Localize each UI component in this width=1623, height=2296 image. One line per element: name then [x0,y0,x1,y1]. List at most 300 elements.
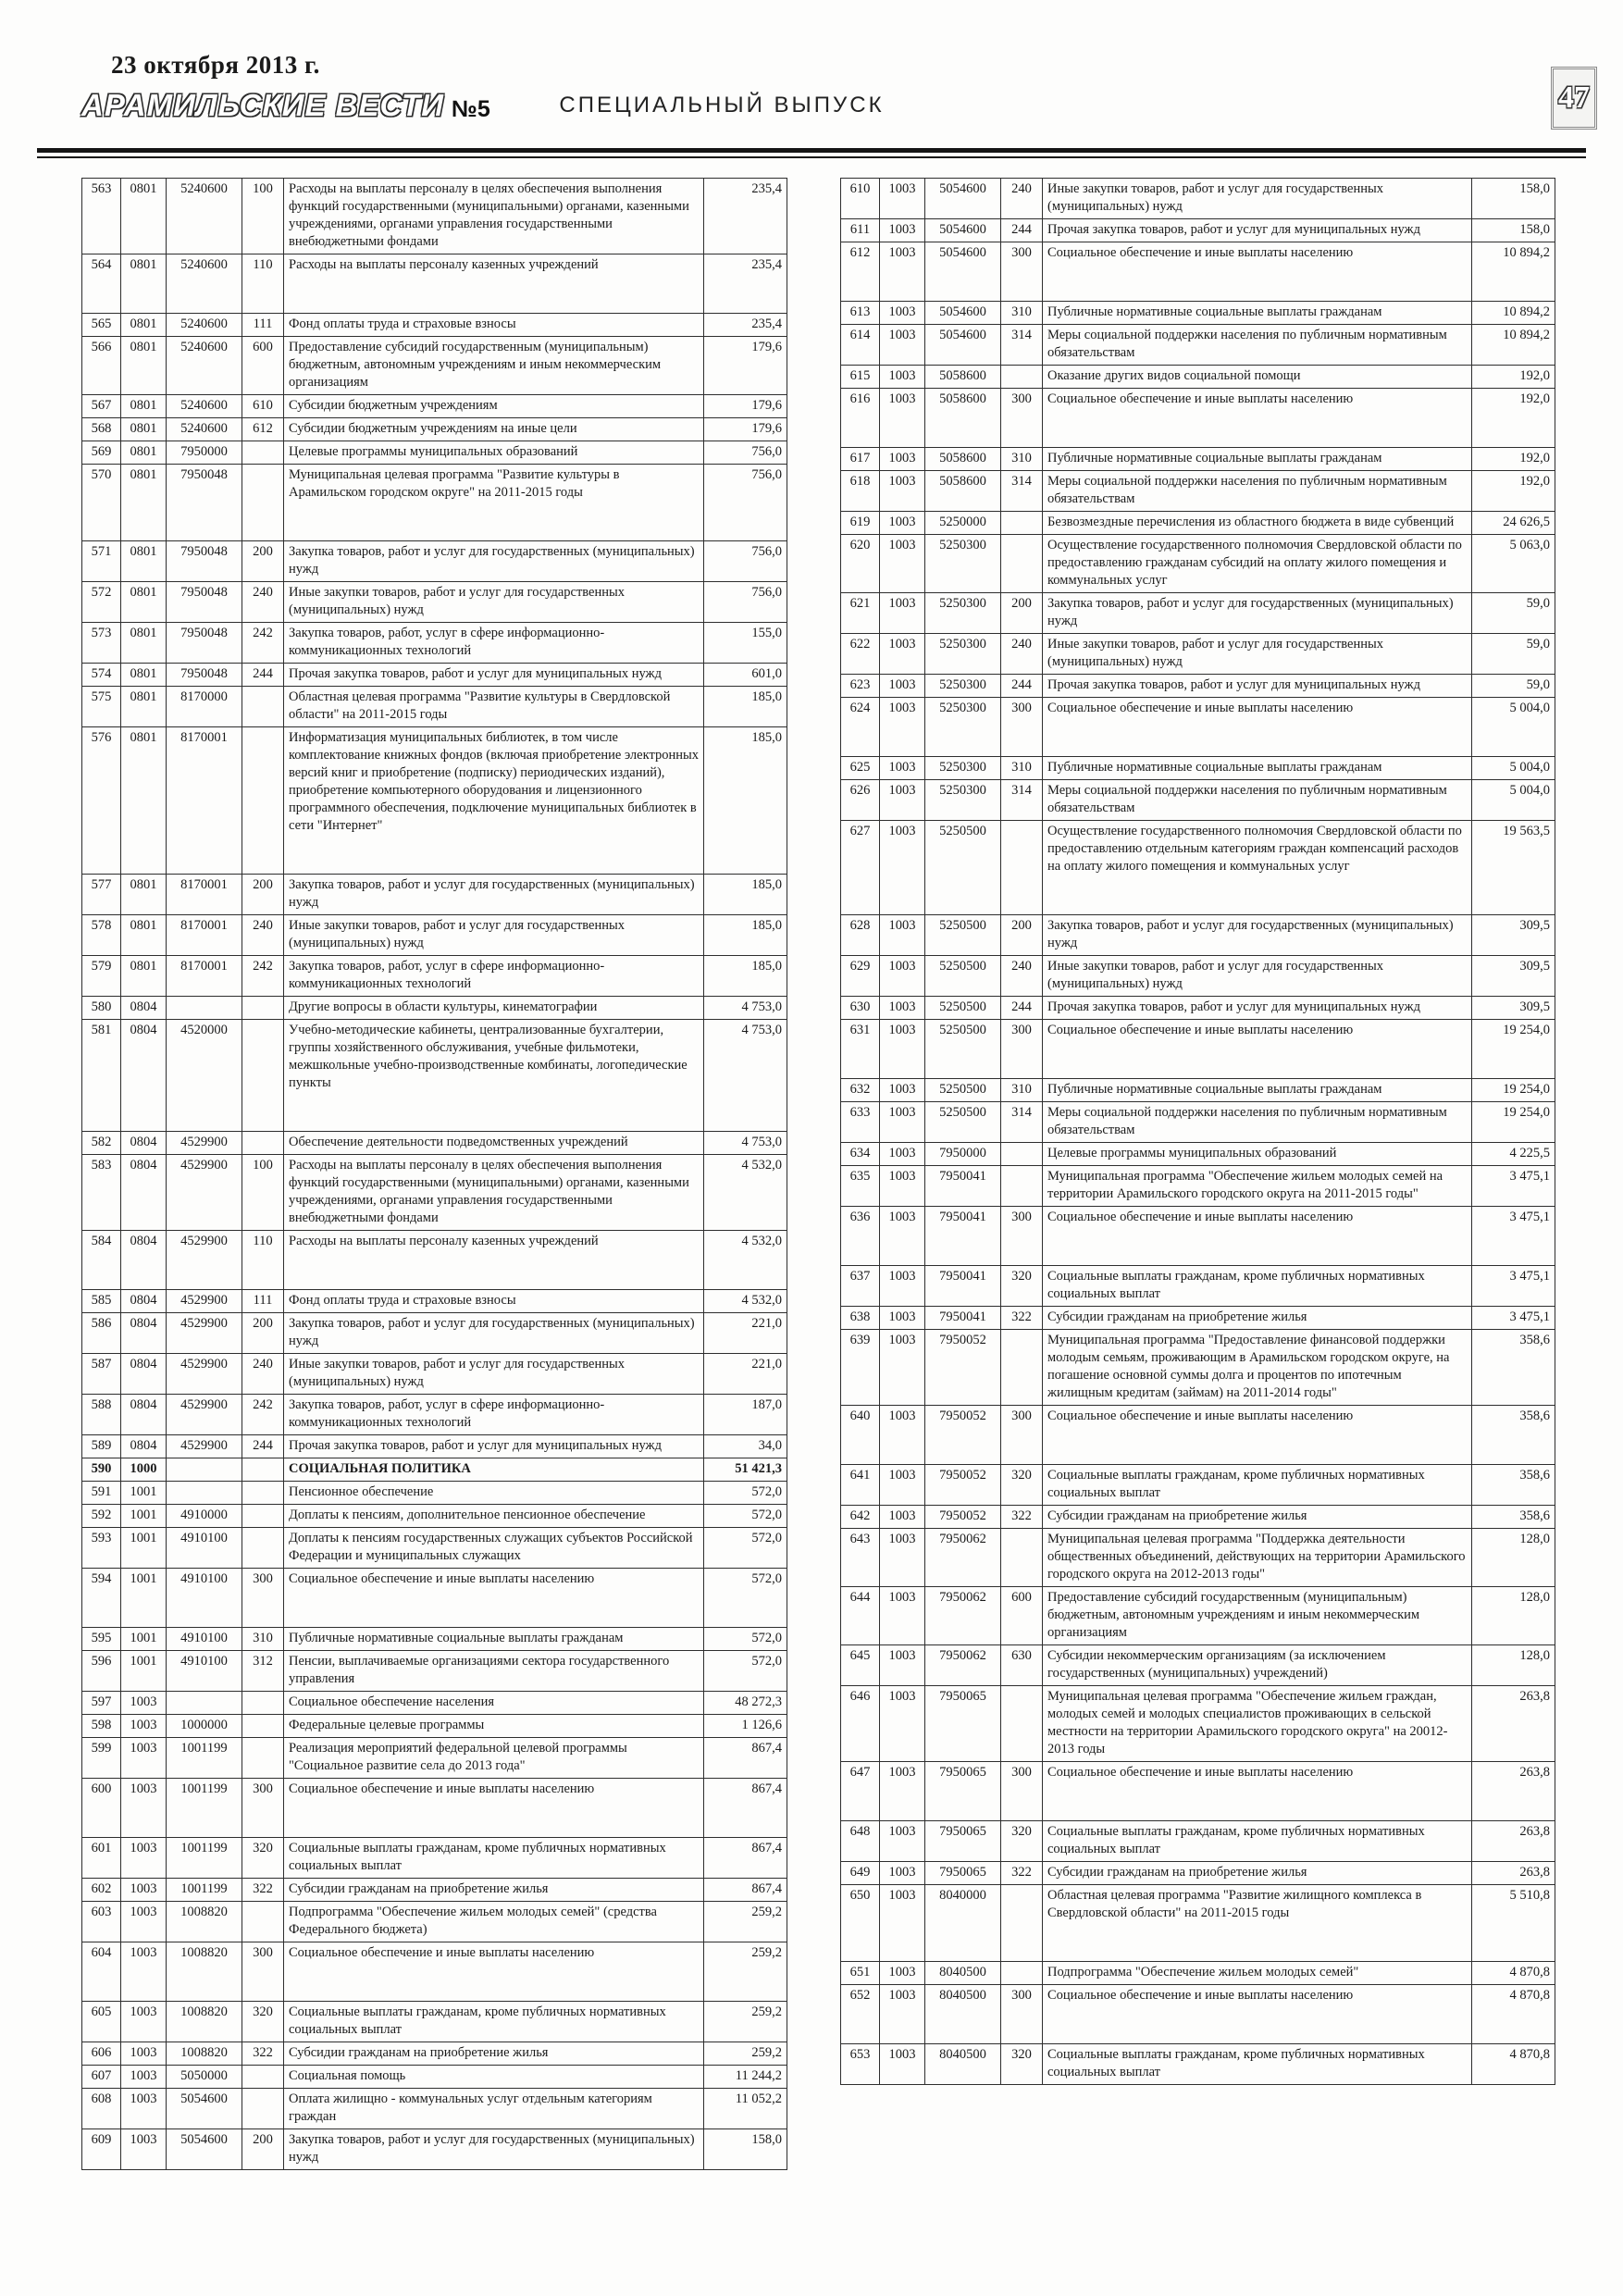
amount-cell: 185,0 [704,956,787,997]
program-code-cell: 5240600 [167,418,242,441]
expense-description-cell: Субсидии бюджетным учреждениям [284,395,704,418]
expense-description-cell: Публичные нормативные социальные выплаты гражданам [1043,1079,1472,1102]
program-code-cell: 7950048 [167,582,242,623]
section-code-cell: 1003 [880,389,925,448]
amount-cell: 128,0 [1472,1587,1555,1645]
amount-cell: 572,0 [704,1628,787,1651]
amount-cell: 10 894,2 [1472,325,1555,366]
program-code-cell [167,1482,242,1505]
table-row [82,1779,787,1838]
program-code-cell: 5054600 [167,2129,242,2170]
table-row [82,1231,787,1290]
program-code-cell: 1008820 [167,1902,242,1942]
row-number-cell: 640 [841,1406,880,1465]
expense-description-cell: Социальное обеспечение и иные выплаты населению [1043,1207,1472,1266]
expense-type-code-cell: 110 [242,254,284,314]
expense-description-cell: Целевые программы муниципальных образований [284,441,704,465]
expense-type-code-cell: 240 [242,915,284,956]
expense-description-cell: Социальное обеспечение и иные выплаты населению [1043,1406,1472,1465]
expense-description-cell: Расходы на выплаты персоналу в целях обеспечения выполнения функций государственными (муниципальными) органами, казенными учреждениями, органами управления государственными внебюджетными фондами [284,1155,704,1231]
program-code-cell: 8040000 [925,1885,1001,1962]
program-code-cell: 8170001 [167,875,242,915]
expense-type-code-cell [242,1132,284,1155]
section-code-cell: 1003 [880,1207,925,1266]
expense-type-code-cell [242,2066,284,2089]
program-code-cell: 1001199 [167,1879,242,1902]
program-code-cell: 7950052 [925,1406,1001,1465]
row-number-cell: 567 [82,395,121,418]
row-number-cell: 609 [82,2129,121,2170]
table-row [82,1879,787,1902]
row-number-cell: 566 [82,337,121,395]
expense-type-code-cell [242,1505,284,1528]
expense-description-cell: Социальное обеспечение и иные выплаты населению [1043,698,1472,757]
amount-cell: 572,0 [704,1505,787,1528]
expense-description-cell: Безвозмездные перечисления из областного бюджета в виде субвенций [1043,512,1472,535]
expense-type-code-cell: 300 [1001,1985,1043,2044]
amount-cell: 4 753,0 [704,1020,787,1132]
section-code-cell: 1003 [121,2089,167,2129]
amount-cell: 259,2 [704,1942,787,2002]
amount-cell: 572,0 [704,1528,787,1569]
amount-cell: 358,6 [1472,1406,1555,1465]
expense-description-cell: Социальное обеспечение населения [284,1692,704,1715]
section-code-cell: 1003 [121,2002,167,2042]
row-number-cell: 628 [841,915,880,956]
section-code-cell: 1001 [121,1505,167,1528]
expense-description-cell: Прочая закупка товаров, работ и услуг для муниципальных нужд [284,1435,704,1458]
table-row [841,675,1555,698]
section-code-cell: 1003 [121,1738,167,1779]
row-number-cell: 647 [841,1762,880,1821]
row-number-cell: 642 [841,1506,880,1529]
expense-description-cell: Осуществление государственного полномочия Свердловской области по предоставлению гражданам субсидий на оплату жилого помещения и коммунальных услуг [1043,535,1472,593]
amount-cell: 128,0 [1472,1529,1555,1587]
program-code-cell: 5250300 [925,634,1001,675]
row-number-cell: 620 [841,535,880,593]
expense-description-cell: Меры социальной поддержки населения по публичным нормативным обязательствам [1043,325,1472,366]
row-number-cell: 648 [841,1821,880,1862]
row-number-cell: 573 [82,623,121,664]
row-number-cell: 651 [841,1962,880,1985]
expense-description-cell: Пенсионное обеспечение [284,1482,704,1505]
expense-type-code-cell: 320 [1001,1821,1043,1862]
row-number-cell: 633 [841,1102,880,1143]
expense-type-code-cell: 310 [1001,448,1043,471]
program-code-cell: 7950052 [925,1330,1001,1406]
amount-cell: 4 870,8 [1472,1985,1555,2044]
program-code-cell: 7950000 [167,441,242,465]
amount-cell: 3 475,1 [1472,1207,1555,1266]
section-code-cell: 1003 [880,1962,925,1985]
expense-type-code-cell: 111 [242,1290,284,1313]
program-code-cell: 5250500 [925,821,1001,915]
program-code-cell: 5250500 [925,915,1001,956]
expense-type-code-cell [242,1020,284,1132]
section-code-cell: 1003 [121,2129,167,2170]
section-code-cell: 1003 [880,634,925,675]
expense-type-code-cell [242,1738,284,1779]
section-code-cell: 1003 [880,179,925,219]
table-row [82,1354,787,1395]
expense-description-cell: Расходы на выплаты персоналу казенных учреждений [284,1231,704,1290]
amount-cell: 1 126,6 [704,1715,787,1738]
amount-cell: 185,0 [704,875,787,915]
expense-type-code-cell: 314 [1001,471,1043,512]
amount-cell: 4 870,8 [1472,2044,1555,2085]
expense-description-cell: Информатизация муниципальных библиотек, в том числе комплектование книжных фондов (включая приобретение электронных версий книг и приобретение (подписку) периодических изданий), приобретение компьютерного оборудования и лицензионного программного обеспечения, подключение муниципальных библиотек в сети "Интернет" [284,727,704,875]
expense-description-cell: Прочая закупка товаров, работ и услуг для муниципальных нужд [1043,219,1472,242]
program-code-cell: 4529900 [167,1132,242,1155]
page-number-box [1551,67,1597,130]
row-number-cell: 631 [841,1020,880,1079]
expense-description-cell: Муниципальная программа "Предоставление финансовой поддержки молодым семьям, проживающим в Арамильском городском округе, на погашение основной суммы долга и процентов по ипотечным жилищным кредитам (займам) на 2011-2014 годы" [1043,1330,1472,1406]
expense-type-code-cell [1001,1686,1043,1762]
program-code-cell: 7950065 [925,1762,1001,1821]
section-code-cell: 1003 [121,1902,167,1942]
expense-type-code-cell: 200 [242,2129,284,2170]
amount-cell: 19 254,0 [1472,1102,1555,1143]
amount-cell: 192,0 [1472,389,1555,448]
table-row [82,1651,787,1692]
expense-description-cell: Закупка товаров, работ и услуг для государственных (муниципальных) нужд [284,1313,704,1354]
expense-type-code-cell: 322 [1001,1862,1043,1885]
program-code-cell: 1001199 [167,1838,242,1879]
program-code-cell: 7950041 [925,1207,1001,1266]
section-code-cell: 1000 [121,1458,167,1482]
table-row [841,1266,1555,1307]
table-row [841,1143,1555,1166]
program-code-cell: 5050000 [167,2066,242,2089]
row-number-cell: 574 [82,664,121,687]
expense-type-code-cell: 200 [1001,915,1043,956]
amount-cell: 572,0 [704,1482,787,1505]
expense-type-code-cell [1001,366,1043,389]
section-code-cell: 1003 [880,757,925,780]
table-row [841,2044,1555,2085]
section-code-cell: 0801 [121,541,167,582]
section-code-cell: 1003 [880,1587,925,1645]
table-row [82,418,787,441]
expense-type-code-cell [242,1458,284,1482]
expense-type-code-cell: 240 [242,582,284,623]
expense-description-cell: Субсидии бюджетным учреждениям на иные цели [284,418,704,441]
row-number-cell: 611 [841,219,880,242]
table-row [841,1330,1555,1406]
expense-description-cell: Закупка товаров, работ и услуг для государственных (муниципальных) нужд [284,875,704,915]
expense-type-code-cell: 242 [242,1395,284,1435]
table-row [841,1020,1555,1079]
row-number-cell: 588 [82,1395,121,1435]
amount-cell: 358,6 [1472,1330,1555,1406]
expense-type-code-cell [1001,821,1043,915]
section-code-cell: 0801 [121,441,167,465]
expense-description-cell: Иные закупки товаров, работ и услуг для государственных (муниципальных) нужд [284,1354,704,1395]
program-code-cell: 8170001 [167,727,242,875]
row-number-cell: 636 [841,1207,880,1266]
row-number-cell: 565 [82,314,121,337]
amount-cell: 158,0 [704,2129,787,2170]
expense-type-code-cell: 320 [1001,2044,1043,2085]
expense-type-code-cell [242,2089,284,2129]
program-code-cell: 1001199 [167,1738,242,1779]
row-number-cell: 594 [82,1569,121,1628]
expense-description-cell: Субсидии гражданам на приобретение жилья [1043,1307,1472,1330]
amount-cell: 4 532,0 [704,1231,787,1290]
program-code-cell: 5054600 [167,2089,242,2129]
program-code-cell: 1000000 [167,1715,242,1738]
program-code-cell: 4529900 [167,1155,242,1231]
table-row [841,997,1555,1020]
expense-type-code-cell: 314 [1001,325,1043,366]
expense-type-code-cell: 310 [1001,302,1043,325]
expense-type-code-cell: 600 [242,337,284,395]
expense-description-cell: Подпрограмма "Обеспечение жильем молодых семей" [1043,1962,1472,1985]
table-row [82,1528,787,1569]
row-number-cell: 583 [82,1155,121,1231]
section-code-cell: 1003 [880,593,925,634]
table-row [841,1762,1555,1821]
program-code-cell: 5054600 [925,179,1001,219]
row-number-cell: 584 [82,1231,121,1290]
table-row [841,471,1555,512]
expense-description-cell: Публичные нормативные социальные выплаты гражданам [284,1628,704,1651]
program-code-cell: 5240600 [167,179,242,254]
amount-cell: 187,0 [704,1395,787,1435]
section-code-cell: 0801 [121,727,167,875]
program-code-cell: 8170000 [167,687,242,727]
expense-description-cell: СОЦИАЛЬНАЯ ПОЛИТИКА [284,1458,704,1482]
expense-description-cell: Иные закупки товаров, работ и услуг для государственных (муниципальных) нужд [1043,179,1472,219]
expense-type-code-cell [242,465,284,541]
expense-type-code-cell: 300 [242,1779,284,1838]
issue-number: №5 [452,96,490,122]
table-row [82,956,787,997]
amount-cell: 5 004,0 [1472,780,1555,821]
expense-description-cell: Субсидии гражданам на приобретение жилья [1043,1506,1472,1529]
section-code-cell: 1003 [880,1465,925,1506]
expense-type-code-cell [1001,1885,1043,1962]
section-code-cell: 1003 [880,535,925,593]
program-code-cell: 1001199 [167,1779,242,1838]
row-number-cell: 602 [82,1879,121,1902]
row-number-cell: 634 [841,1143,880,1166]
program-code-cell: 8170001 [167,915,242,956]
expense-description-cell: Социальное обеспечение и иные выплаты населению [1043,1020,1472,1079]
section-code-cell: 1001 [121,1528,167,1569]
expense-description-cell: Предоставление субсидий государственным (муниципальным) бюджетным, автономным учреждениям и иным некоммерческим организациям [1043,1587,1472,1645]
expense-type-code-cell: 322 [1001,1307,1043,1330]
expense-type-code-cell [242,441,284,465]
expense-description-cell: Иные закупки товаров, работ и услуг для государственных (муниципальных) нужд [1043,634,1472,675]
row-number-cell: 585 [82,1290,121,1313]
table-row [841,1962,1555,1985]
program-code-cell: 5250500 [925,1102,1001,1143]
row-number-cell: 615 [841,366,880,389]
expense-description-cell: Обеспечение деятельности подведомственных учреждений [284,1132,704,1155]
expense-type-code-cell: 300 [1001,389,1043,448]
table-row [82,2042,787,2066]
program-code-cell: 7950041 [925,1307,1001,1330]
section-code-cell: 1003 [880,1330,925,1406]
expense-description-cell: Пенсии, выплачиваемые организациями сектора государственного управления [284,1651,704,1692]
program-code-cell: 5054600 [925,219,1001,242]
budget-table-left-column [81,178,787,2170]
amount-cell: 221,0 [704,1313,787,1354]
section-code-cell: 0804 [121,1313,167,1354]
expense-type-code-cell: 630 [1001,1645,1043,1686]
section-code-cell: 1003 [880,1102,925,1143]
program-code-cell: 5250300 [925,675,1001,698]
amount-cell: 19 563,5 [1472,821,1555,915]
section-code-cell: 0801 [121,623,167,664]
expense-type-code-cell: 322 [1001,1506,1043,1529]
expense-description-cell: Социальные выплаты гражданам, кроме публичных нормативных социальных выплат [284,2002,704,2042]
section-code-cell: 1003 [880,1406,925,1465]
row-number-cell: 590 [82,1458,121,1482]
row-number-cell: 618 [841,471,880,512]
amount-cell: 3 475,1 [1472,1266,1555,1307]
program-code-cell: 5250300 [925,593,1001,634]
row-number-cell: 589 [82,1435,121,1458]
row-number-cell: 599 [82,1738,121,1779]
row-number-cell: 625 [841,757,880,780]
amount-cell: 263,8 [1472,1762,1555,1821]
expense-type-code-cell: 100 [242,1155,284,1231]
program-code-cell: 7950052 [925,1465,1001,1506]
section-code-cell: 1003 [121,2042,167,2066]
expense-type-code-cell: 240 [1001,956,1043,997]
amount-cell: 128,0 [1472,1645,1555,1686]
expense-type-code-cell: 314 [1001,780,1043,821]
newspaper-masthead: АРАМИЛЬСКИЕ ВЕСТИ [81,88,444,122]
table-row [841,1465,1555,1506]
table-row [841,219,1555,242]
expense-type-code-cell: 200 [242,1313,284,1354]
amount-cell: 756,0 [704,441,787,465]
program-code-cell [167,1458,242,1482]
section-code-cell: 0801 [121,915,167,956]
table-row [841,389,1555,448]
program-code-cell: 5250500 [925,1079,1001,1102]
row-number-cell: 597 [82,1692,121,1715]
expense-type-code-cell [242,1692,284,1715]
table-row [841,535,1555,593]
program-code-cell: 7950062 [925,1587,1001,1645]
expense-description-cell: Субсидии некоммерческим организациям (за исключением государственных (муниципальных) учреждений) [1043,1645,1472,1686]
table-row [841,1079,1555,1102]
amount-cell: 263,8 [1472,1686,1555,1762]
section-code-cell: 1003 [880,366,925,389]
expense-description-cell: Иные закупки товаров, работ и услуг для государственных (муниципальных) нужд [284,582,704,623]
expense-type-code-cell [242,1902,284,1942]
expense-description-cell: Субсидии гражданам на приобретение жилья [284,1879,704,1902]
program-code-cell: 5240600 [167,337,242,395]
section-code-cell: 0804 [121,1132,167,1155]
section-code-cell: 0801 [121,465,167,541]
row-number-cell: 630 [841,997,880,1020]
program-code-cell: 4910100 [167,1528,242,1569]
expense-description-cell: Закупка товаров, работ, услуг в сфере информационно-коммуникационных технологий [284,1395,704,1435]
table-row [82,337,787,395]
table-row [82,1692,787,1715]
expense-type-code-cell: 100 [242,179,284,254]
table-row [82,623,787,664]
program-code-cell: 4529900 [167,1354,242,1395]
table-row [82,1458,787,1482]
expense-description-cell: Прочая закупка товаров, работ и услуг для муниципальных нужд [1043,997,1472,1020]
expense-description-cell: Социальное обеспечение и иные выплаты населению [1043,1762,1472,1821]
expense-type-code-cell: 312 [242,1651,284,1692]
expense-description-cell: Фонд оплаты труда и страховые взносы [284,1290,704,1313]
row-number-cell: 603 [82,1902,121,1942]
expense-type-code-cell: 300 [1001,1207,1043,1266]
table-row [841,780,1555,821]
program-code-cell: 4529900 [167,1395,242,1435]
row-number-cell: 643 [841,1529,880,1587]
expense-description-cell: Социальные выплаты гражданам, кроме публичных нормативных социальных выплат [1043,1465,1472,1506]
expense-type-code-cell [242,727,284,875]
expense-description-cell: Публичные нормативные социальные выплаты гражданам [1043,757,1472,780]
table-row [841,1587,1555,1645]
row-number-cell: 638 [841,1307,880,1330]
table-row [82,1738,787,1779]
amount-cell: 309,5 [1472,997,1555,1020]
amount-cell: 263,8 [1472,1821,1555,1862]
table-row [841,302,1555,325]
amount-cell: 179,6 [704,337,787,395]
table-row [82,915,787,956]
expense-type-code-cell: 600 [1001,1587,1043,1645]
amount-cell: 19 254,0 [1472,1020,1555,1079]
amount-cell: 10 894,2 [1472,302,1555,325]
section-code-cell: 1003 [880,302,925,325]
amount-cell: 5 004,0 [1472,698,1555,757]
program-code-cell: 7950062 [925,1645,1001,1686]
amount-cell: 10 894,2 [1472,242,1555,302]
row-number-cell: 650 [841,1885,880,1962]
row-number-cell: 570 [82,465,121,541]
expense-type-code-cell [1001,1143,1043,1166]
row-number-cell: 586 [82,1313,121,1354]
expense-type-code-cell: 320 [1001,1266,1043,1307]
program-code-cell: 8040500 [925,1985,1001,2044]
row-number-cell: 610 [841,179,880,219]
row-number-cell: 568 [82,418,121,441]
row-number-cell: 645 [841,1645,880,1686]
row-number-cell: 591 [82,1482,121,1505]
table-row [841,242,1555,302]
expense-description-cell: Публичные нормативные социальные выплаты гражданам [1043,448,1472,471]
expense-type-code-cell [1001,1529,1043,1587]
expense-description-cell: Закупка товаров, работ, услуг в сфере информационно-коммуникационных технологий [284,623,704,664]
section-code-cell: 1003 [880,1645,925,1686]
program-code-cell: 4910100 [167,1628,242,1651]
program-code-cell: 5058600 [925,448,1001,471]
expense-type-code-cell [242,1528,284,1569]
row-number-cell: 601 [82,1838,121,1879]
row-number-cell: 579 [82,956,121,997]
section-code-cell: 1003 [880,1762,925,1821]
expense-type-code-cell: 612 [242,418,284,441]
section-code-cell: 1003 [880,1686,925,1762]
section-code-cell: 1003 [121,1715,167,1738]
program-code-cell: 7950048 [167,541,242,582]
expense-type-code-cell [242,687,284,727]
program-code-cell: 5250000 [925,512,1001,535]
expense-type-code-cell [1001,1962,1043,1985]
section-code-cell: 0804 [121,1155,167,1231]
